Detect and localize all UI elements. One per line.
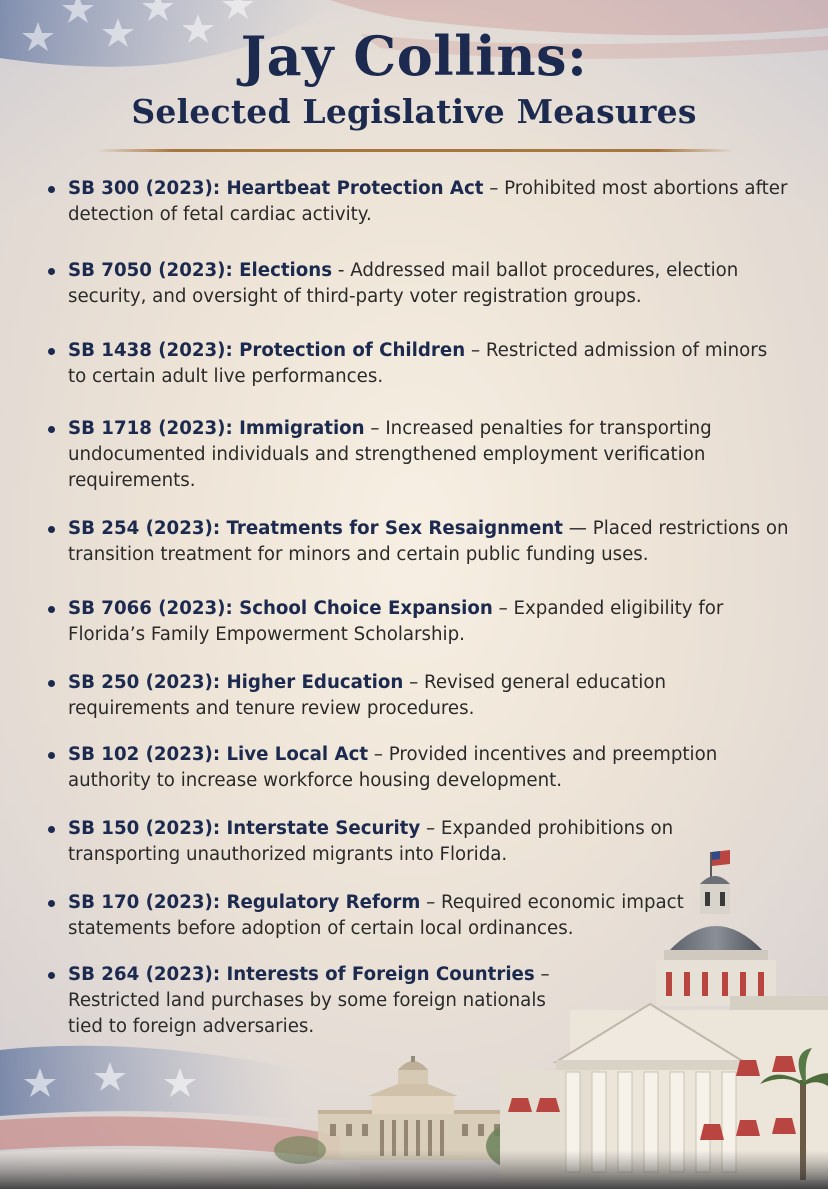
measure-description: Restricted land purchases by some foreign nationals tied to foreign adversaries. — [68, 990, 546, 1037]
measure-description: Restricted admission of minors to certain adult live performances. — [68, 340, 768, 387]
measure-description: Prohibited most abortions after detection of fetal cardiac activity. — [68, 178, 788, 225]
bullet-icon — [48, 972, 55, 979]
measure-separator: – — [534, 964, 550, 985]
measure-bill: SB 264 (2023): Interests of Foreign Countries — [68, 964, 535, 985]
measure-separator: – — [403, 672, 424, 693]
measure-item — [46, 338, 790, 390]
bullet-icon — [48, 680, 55, 687]
measure-item — [46, 416, 790, 494]
bullet-icon — [48, 526, 55, 533]
measure-item — [46, 962, 586, 1040]
measure-bill: SB 250 (2023): Higher Education — [68, 672, 404, 693]
measure-bill: SB 102 (2023): Live Local Act — [68, 744, 369, 765]
measure-separator: — — [562, 518, 593, 539]
measure-separator: – — [420, 892, 441, 913]
measure-item — [46, 258, 790, 310]
ground-shadow — [0, 1150, 828, 1189]
measure-description: Expanded eligibility for Florida’s Family Empowerment Scholarship. — [68, 598, 724, 645]
bullet-icon — [48, 606, 55, 613]
measure-separator: – — [492, 598, 514, 619]
measure-item — [46, 742, 790, 794]
measure-bill: SB 7050 (2023): Elections — [68, 260, 333, 281]
measure-bill: SB 1438 (2023): Protection of Children — [68, 340, 466, 361]
measure-description: Placed restrictions on transition treatment for minors and certain public funding uses. — [68, 518, 789, 565]
bullet-icon — [48, 426, 55, 433]
measure-item — [46, 176, 790, 228]
measure-description: Expanded prohibitions on transporting unauthorized migrants into Florida. — [68, 818, 674, 865]
bullet-icon — [48, 826, 55, 833]
measure-description: Addressed mail ballot procedures, election security, and oversight of third-party voter registration groups. — [68, 260, 739, 307]
bullet-icon — [48, 348, 55, 355]
measure-description: Provided incentives and preemption authority to increase workforce housing development. — [68, 744, 718, 791]
measure-item — [46, 596, 790, 648]
measure-item — [46, 890, 696, 942]
measure-bill: SB 1718 (2023): Immigration — [68, 418, 365, 439]
bullet-icon — [48, 268, 55, 275]
measure-separator: – — [368, 744, 389, 765]
measure-bill: SB 7066 (2023): School Choice Expansion — [68, 598, 493, 619]
bullet-icon — [48, 186, 55, 193]
title-divider — [96, 149, 734, 152]
page-subtitle: Selected Legislative Measures — [131, 92, 697, 131]
measure-item — [46, 816, 790, 868]
measure-separator: – — [465, 340, 486, 361]
measure-bill: SB 170 (2023): Regulatory Reform — [68, 892, 421, 913]
measure-separator: - — [332, 260, 351, 281]
measure-separator: – — [420, 818, 441, 839]
measure-bill: SB 150 (2023): Interstate Security — [68, 818, 421, 839]
measure-bill: SB 254 (2023): Treatments for Sex Resaignment — [68, 518, 563, 539]
measure-item — [46, 670, 790, 722]
bullet-icon — [48, 900, 55, 907]
measure-description: Required economic impact statements before adoption of certain local ordinances. — [68, 892, 684, 939]
measure-separator: – — [483, 178, 505, 199]
measure-bill: SB 300 (2023): Heartbeat Protection Act — [68, 178, 484, 199]
measure-description: Increased penalties for transporting undocumented individuals and strengthened employment verification requirements. — [68, 418, 712, 491]
measure-item — [46, 516, 790, 568]
page-title: Jay Collins: — [240, 24, 588, 88]
bullet-icon — [48, 752, 55, 759]
measure-description: Revised general education requirements and tenure review procedures. — [68, 672, 666, 719]
measure-separator: – — [364, 418, 386, 439]
